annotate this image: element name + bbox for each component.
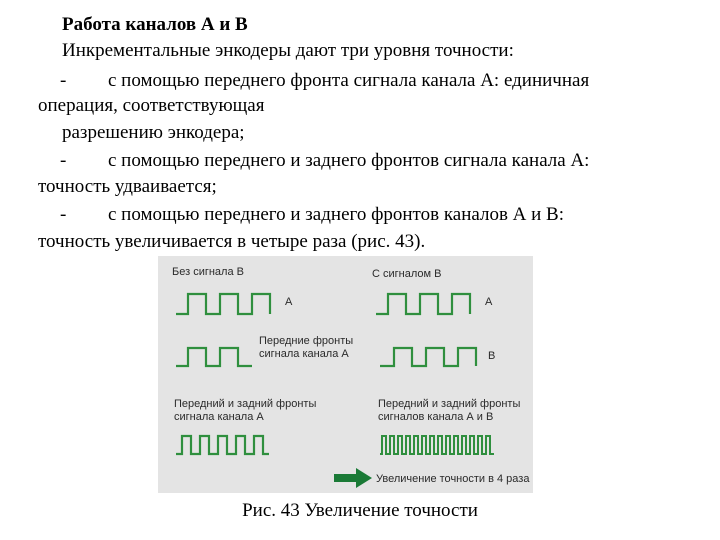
label-b-right: В: [488, 350, 496, 362]
bullet-marker-3: -: [60, 204, 67, 225]
bullet-marker-1: -: [60, 70, 67, 91]
item3-line1: с помощью переднего и заднего фронтов каналов А и В:: [108, 204, 565, 225]
signal-both-edges-left: [176, 436, 269, 454]
arrow-icon: [334, 468, 372, 488]
item1-line1: с помощью переднего фронта сигнала канала А: единичная: [108, 70, 590, 91]
section-title: Работа каналов А и В: [62, 14, 248, 35]
arrow-label: Увеличение точности в 4 раза: [376, 473, 530, 485]
figure-caption: Рис. 43 Увеличение точности: [242, 500, 478, 521]
left-mid-line1: Передние фронты: [259, 335, 354, 347]
right-header: С сигналом В: [372, 268, 442, 280]
signal-b-right: [380, 348, 476, 366]
label-a-right: А: [485, 296, 493, 308]
left-mid-line2: сигнала канала А: [259, 348, 349, 360]
intro-text: Инкрементальные энкодеры дают три уровня точности:: [62, 40, 514, 61]
right-bottom-line1: Передний и задний фронты: [378, 398, 521, 410]
signal-a-left-row1: [176, 294, 270, 314]
item2-line1: с помощью переднего и заднего фронтов сигнала канала А:: [108, 150, 590, 171]
item2-line2: точность удваивается;: [38, 176, 217, 197]
item1-line2: операция, соответствующая: [38, 95, 265, 116]
right-bottom-line2: сигналов канала А и В: [378, 411, 494, 423]
left-bottom-line1: Передний и задний фронты: [174, 398, 317, 410]
figure-43: [158, 256, 533, 493]
left-bottom-line2: сигнала канала А: [174, 411, 264, 423]
signal-diagram: [158, 256, 533, 493]
label-a-left: А: [285, 296, 293, 308]
signal-leading-edges-left: [176, 348, 252, 366]
signal-4x-right: [380, 436, 494, 454]
signal-a-right-row1: [376, 294, 470, 314]
left-header: Без сигнала В: [172, 266, 244, 278]
item1-line3: разрешению энкодера;: [62, 122, 245, 143]
item3-line2: точность увеличивается в четыре раза (рис. 43).: [38, 231, 426, 252]
bullet-marker-2: -: [60, 150, 67, 171]
